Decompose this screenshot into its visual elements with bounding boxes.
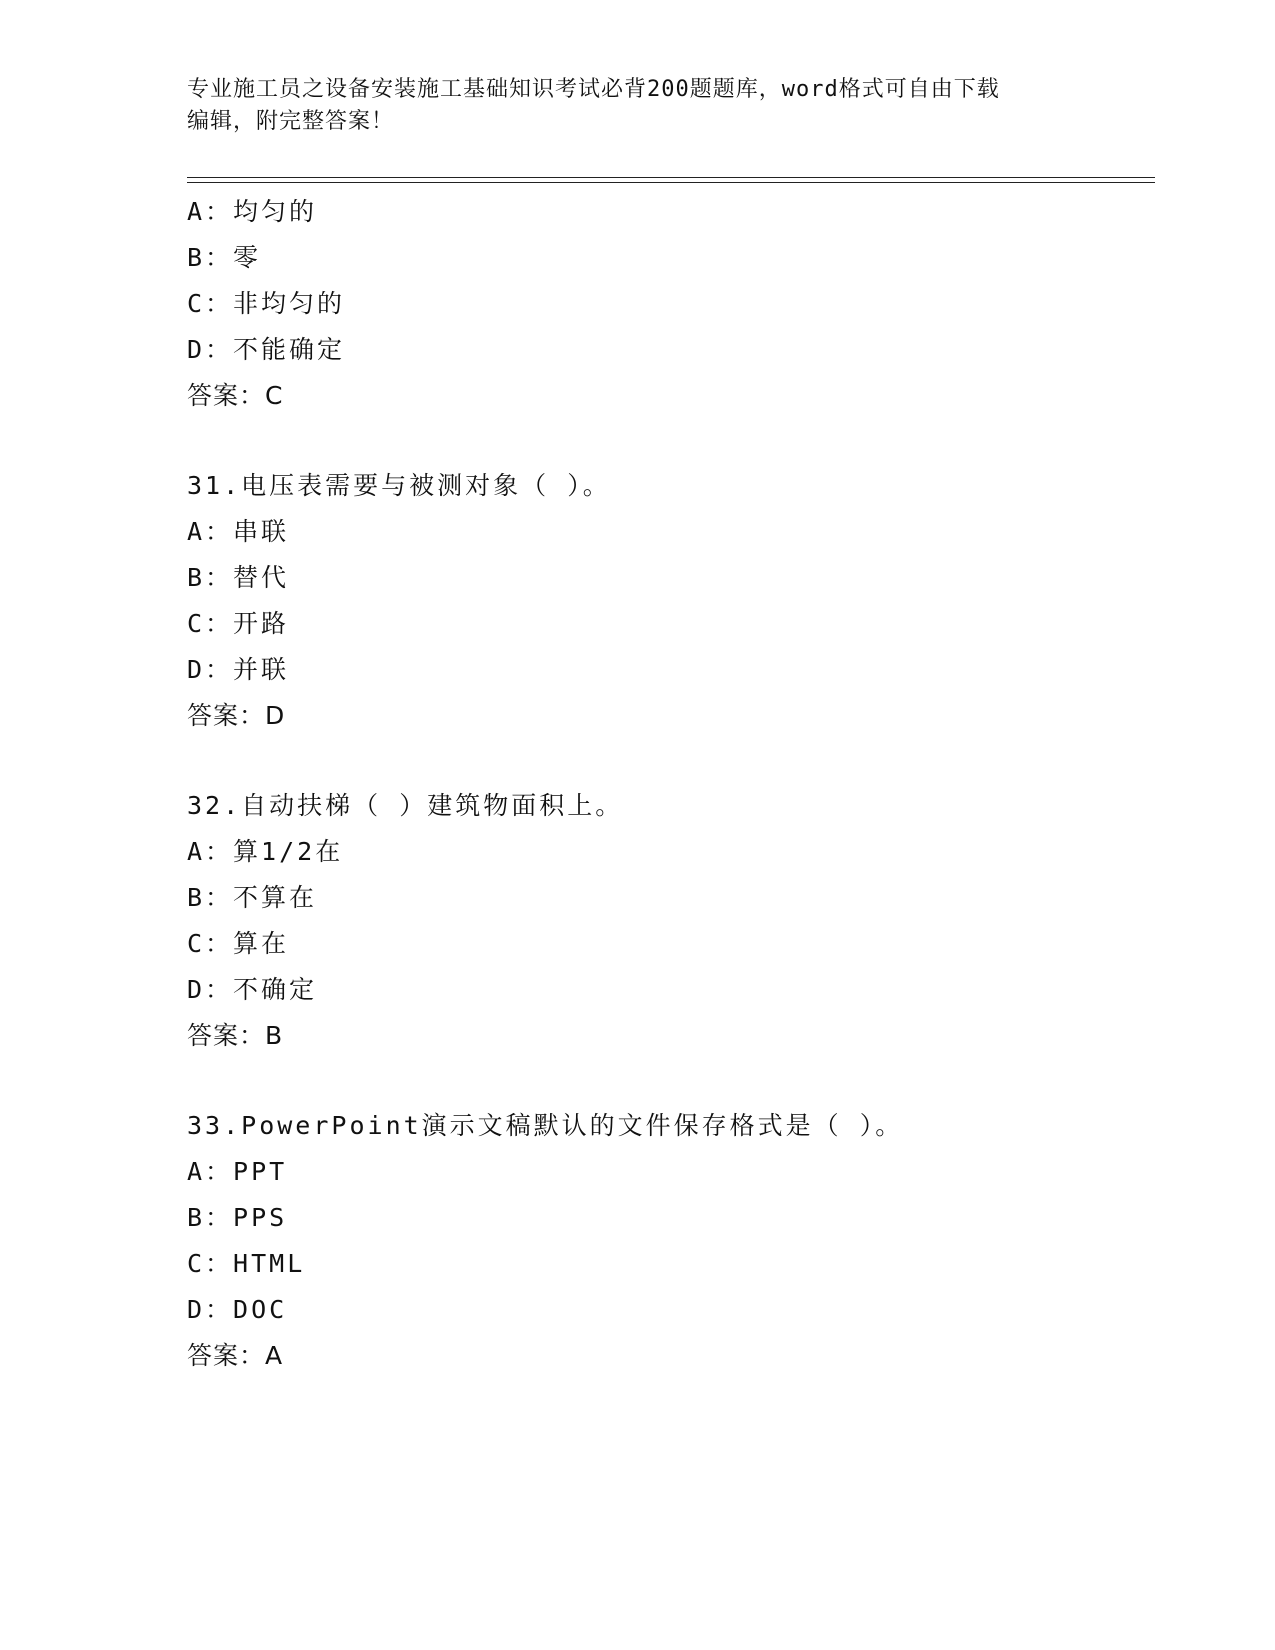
header-title-line-2: 编辑，附完整答案！	[187, 109, 395, 134]
spacer	[187, 419, 1147, 463]
header-divider	[187, 177, 1155, 183]
answer-line: 答案：A	[187, 1341, 284, 1370]
option-d: D：DOC	[187, 1295, 288, 1324]
option-a: A：算1/2在	[187, 837, 344, 866]
question-list	[187, 189, 1147, 1379]
option-d: D：不能确定	[187, 335, 346, 364]
option-c: C：算在	[187, 929, 290, 958]
answer-line: 答案：D	[187, 701, 286, 730]
option-d: D：不确定	[187, 975, 318, 1004]
option-b: B：不算在	[187, 883, 318, 912]
question-text: 32.自动扶梯（ ）建筑物面积上。	[187, 791, 624, 820]
option-c: C：非均匀的	[187, 289, 346, 318]
option-c: C：HTML	[187, 1249, 306, 1278]
option-b: B：替代	[187, 563, 290, 592]
question-block-32	[187, 783, 1147, 1059]
option-d: D：并联	[187, 655, 290, 684]
question-block-31	[187, 463, 1147, 739]
question-block-33	[187, 1103, 1147, 1379]
option-b: B：PPS	[187, 1203, 288, 1232]
option-a: A：PPT	[187, 1157, 288, 1186]
spacer	[187, 739, 1147, 783]
spacer	[187, 1059, 1147, 1103]
answer-line: 答案：C	[187, 381, 284, 410]
option-a: A：均匀的	[187, 197, 318, 226]
question-text: 31.电压表需要与被测对象（ ）。	[187, 471, 611, 500]
question-block-30	[187, 189, 1147, 419]
document-header	[187, 74, 1087, 138]
option-a: A：串联	[187, 517, 290, 546]
question-text: 33.PowerPoint演示文稿默认的文件保存格式是（ ）。	[187, 1111, 904, 1140]
option-c: C：开路	[187, 609, 290, 638]
header-title-line-1: 专业施工员之设备安装施工基础知识考试必背200题题库，word格式可自由下载	[187, 77, 1000, 102]
option-b: B：零	[187, 243, 262, 272]
answer-line: 答案：B	[187, 1021, 284, 1050]
